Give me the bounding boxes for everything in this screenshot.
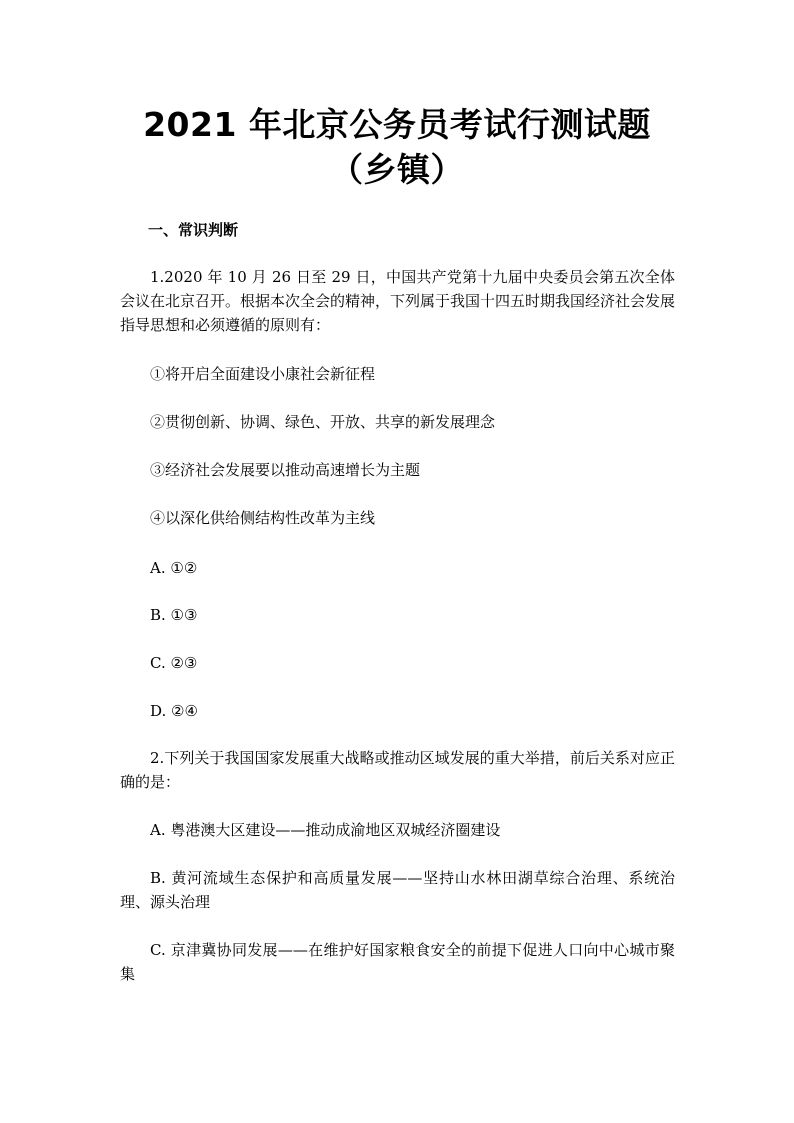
q1-option-d: D. ②④: [150, 702, 198, 720]
document-title-line2: （乡镇）: [330, 150, 464, 189]
q1-item-3: ③经济社会发展要以推动高速增长为主题: [150, 461, 421, 479]
q2-stem: 2.下列关于我国国家发展重大战略或推动区域发展的重大举措，前后关系对应正确的是：: [120, 749, 675, 791]
document-title-line1: 2021 年北京公务员考试行测试题: [143, 105, 651, 144]
q1-item-4: ④以深化供给侧结构性改革为主线: [150, 509, 376, 527]
q2-option-c: C. 京津冀协同发展——在维护好国家粮食安全的前提下促进人口向中心城市聚集: [120, 941, 675, 983]
q1-option-c: C. ②③: [150, 654, 198, 672]
section-heading: 一、常识判断: [148, 221, 239, 239]
q1-item-1: ①将开启全面建设小康社会新征程: [150, 365, 376, 383]
q2-option-a: A. 粤港澳大区建设——推动成渝地区双城经济圈建设: [150, 821, 501, 839]
q1-item-2: ②贯彻创新、协调、绿色、开放、共享的新发展理念: [150, 413, 496, 431]
q2-option-b: B. 黄河流域生态保护和高质量发展——坚持山水林田湖草综合治理、系统治理、源头治理: [120, 869, 675, 911]
q1-option-b: B. ①③: [150, 606, 198, 624]
q1-stem: 1.2020 年 10 月 26 日至 29 日，中国共产党第十九届中央委员会第五次全体会议在北京召开。根据本次全会的精神，下列属于我国十四五时期我国经济社会发展指导思想和必须遵循的原则有：: [120, 268, 676, 334]
q1-option-a: A. ①②: [150, 559, 198, 577]
